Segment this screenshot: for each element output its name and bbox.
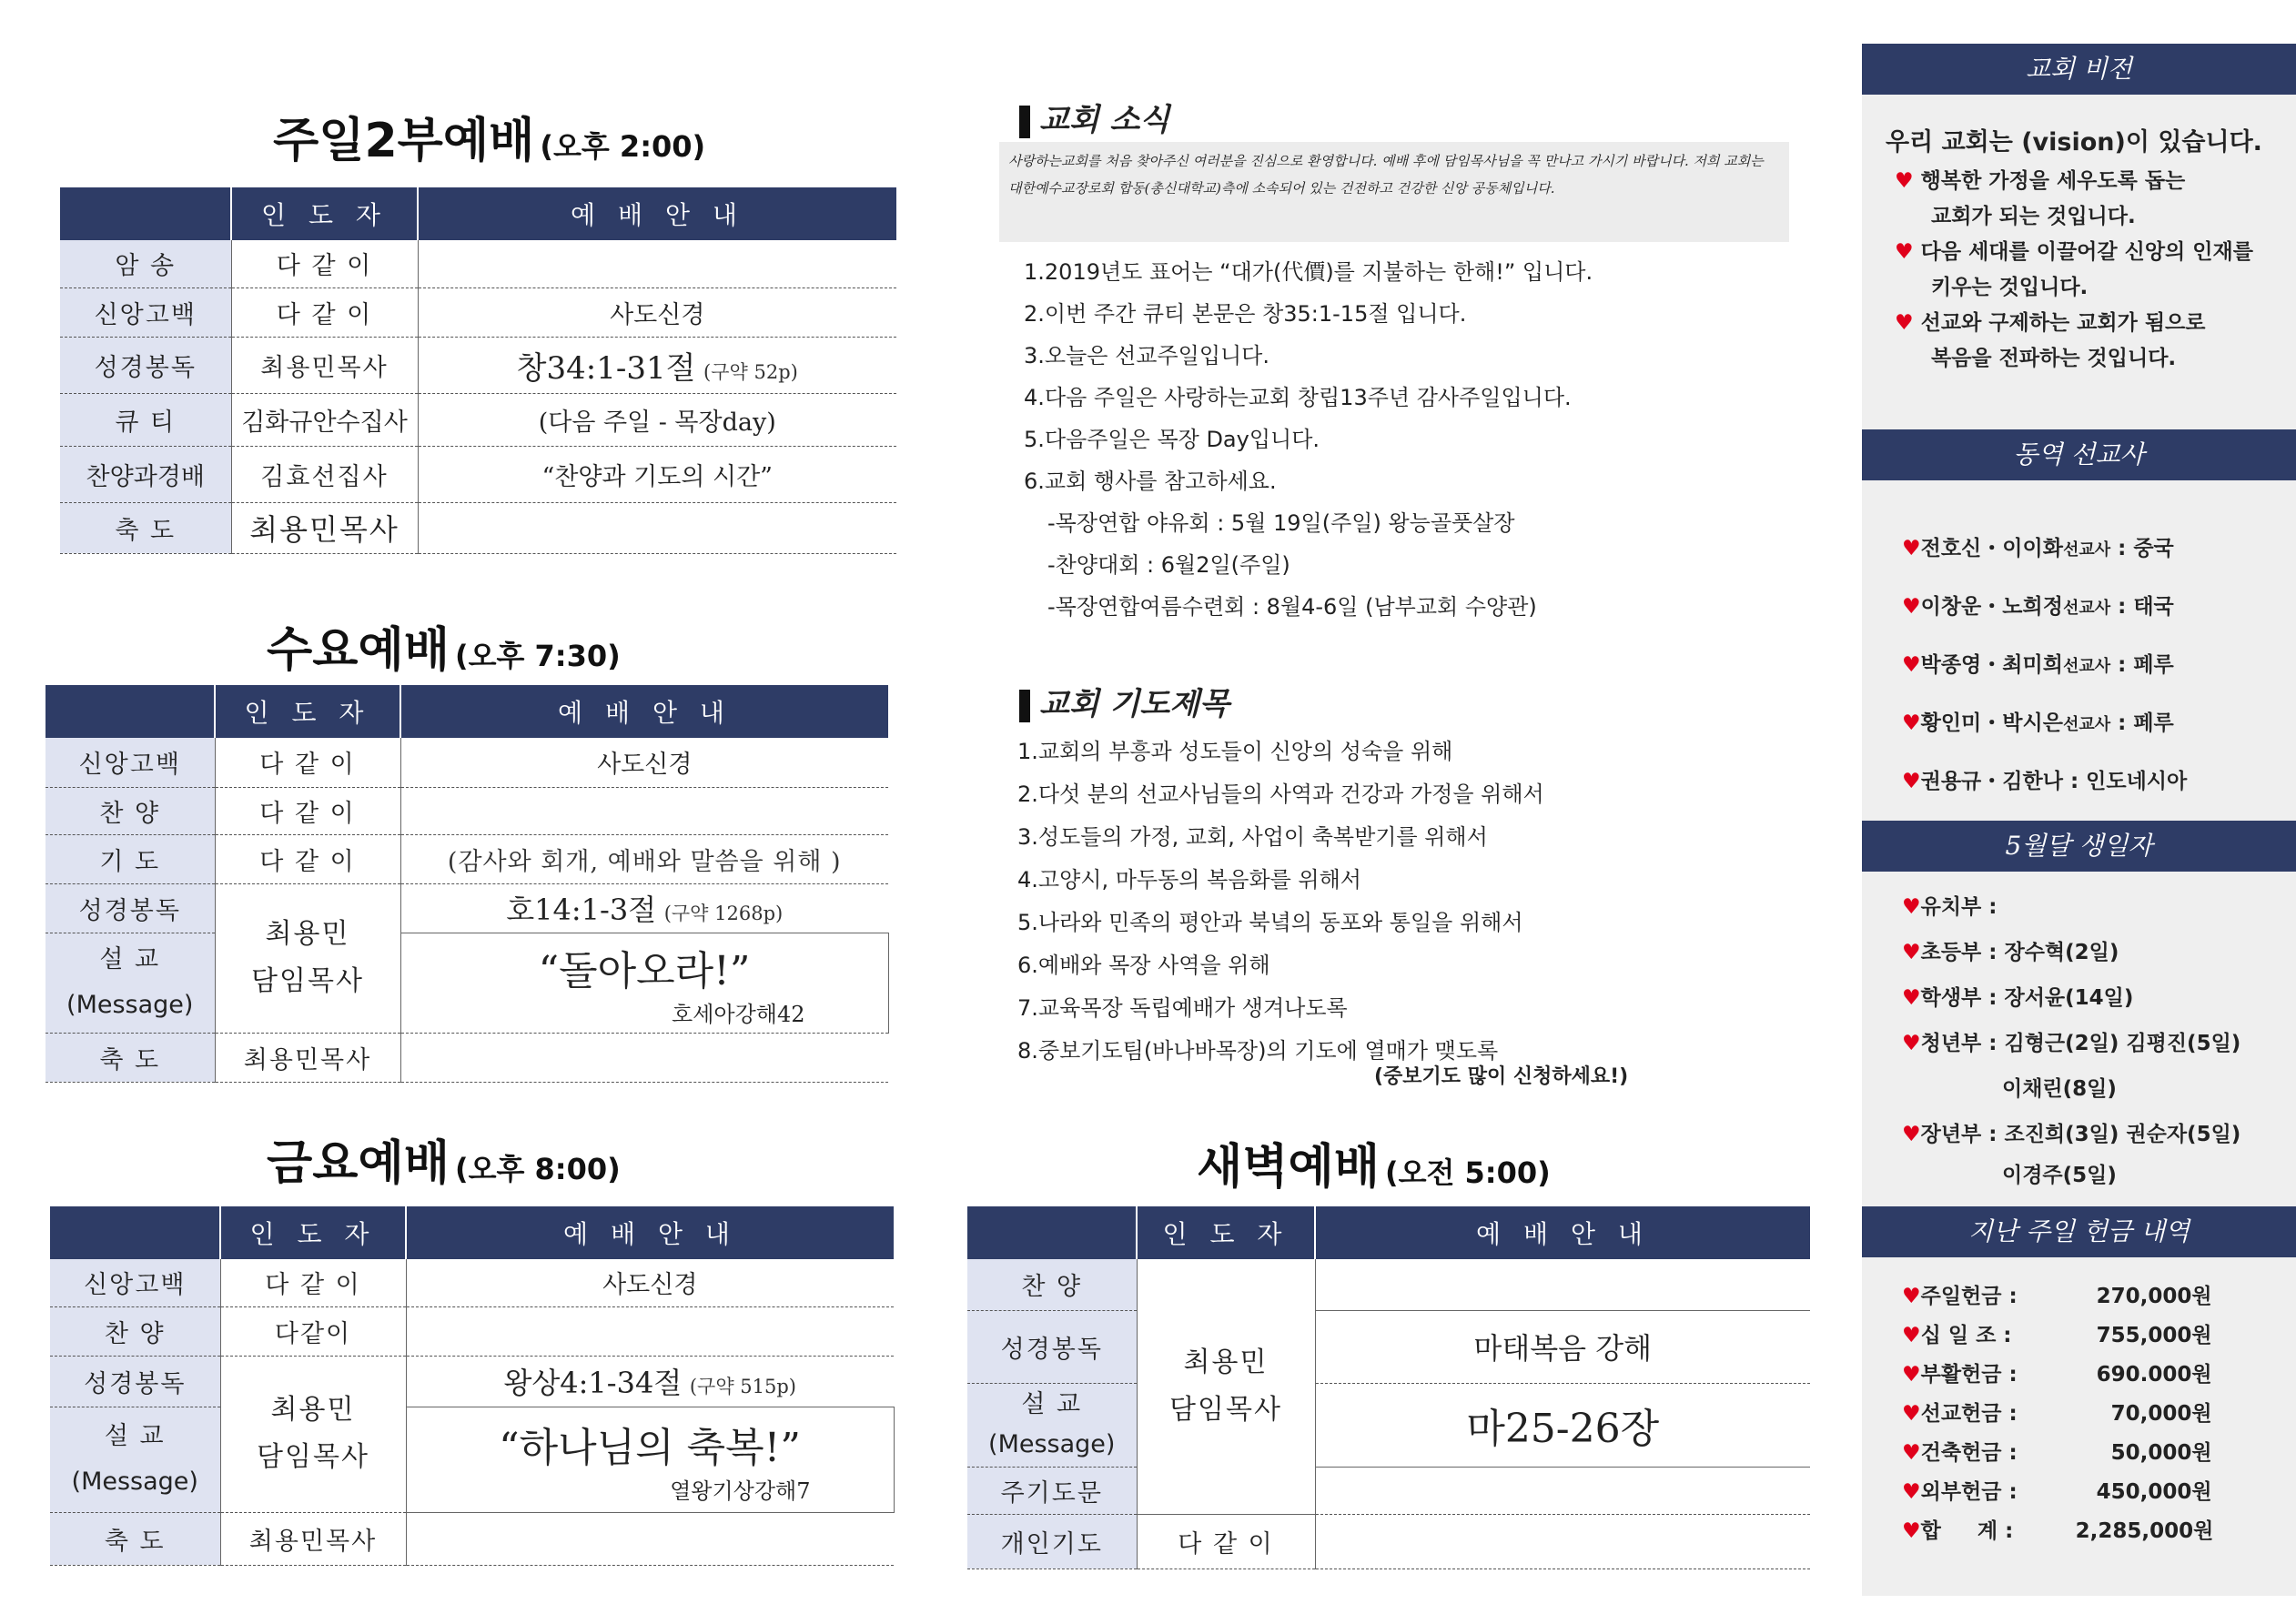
offering-label: 선교헌금 : bbox=[1920, 1402, 2018, 1426]
table-row bbox=[50, 1259, 894, 1306]
row-leader: 다 같 이 bbox=[1137, 1514, 1315, 1569]
birthday-dept: 유치부 : bbox=[1920, 895, 1998, 919]
scripture-ref: 호14:1-3절 bbox=[506, 893, 657, 927]
news-title: 교회 소식 bbox=[1039, 102, 1170, 138]
row-label: 찬양과경배 bbox=[60, 446, 231, 502]
leader-name: 최용민 bbox=[265, 918, 350, 950]
prayer-note: (중보기도 많이 신청하세요!) bbox=[1374, 1065, 1629, 1088]
heart-icon: ♥ bbox=[1902, 1123, 1921, 1146]
table-row bbox=[60, 446, 896, 502]
row-label-sub: (Message) bbox=[988, 1430, 1116, 1458]
heart-icon: ♥ bbox=[1902, 1519, 1921, 1543]
missionary-list bbox=[1902, 520, 2187, 810]
leader-title: 담임목사 bbox=[1169, 1393, 1282, 1426]
friday-service-name: 금요예배 bbox=[267, 1136, 450, 1191]
wednesday-service-time: (오후 7:30) bbox=[454, 639, 621, 673]
table-row bbox=[60, 240, 896, 287]
list-item: 3.성도들의 가정, 교회, 사업이 축복받기를 위해서 bbox=[1017, 824, 1488, 850]
heart-icon: ♥ bbox=[1902, 595, 1921, 619]
heart-icon: ♥ bbox=[1902, 986, 1921, 1010]
col-leader: 인 도 자 bbox=[220, 1206, 406, 1259]
table-row bbox=[50, 1356, 894, 1407]
table-row bbox=[60, 502, 896, 553]
row-label: 성경봉독 bbox=[50, 1356, 220, 1407]
row-label: 성경봉독 bbox=[46, 883, 215, 933]
page-note: (구약 1268p) bbox=[663, 903, 784, 924]
row-leader: 최용민목사 bbox=[220, 1512, 406, 1565]
list-item: 4.다음 주일은 사랑하는교회 창립13주년 감사주일입니다. bbox=[1024, 385, 1572, 410]
missionary-country: : 페루 bbox=[2110, 653, 2174, 677]
heart-icon: ♥ bbox=[1902, 770, 1921, 793]
leader-name: 최용민 bbox=[1183, 1346, 1269, 1378]
list-item: -찬양대회 : 6월2일(주일) bbox=[1047, 552, 1290, 578]
missionary-role: 선교사 bbox=[2062, 657, 2111, 676]
row-label: 축 도 bbox=[60, 502, 231, 553]
merged-leader bbox=[220, 1356, 406, 1512]
col-guide: 예 배 안 내 bbox=[406, 1206, 894, 1259]
row-label: 신앙고백 bbox=[46, 738, 215, 787]
prayer-title: 교회 기도제목 bbox=[1039, 686, 1229, 722]
table-row bbox=[60, 393, 896, 446]
list-item: 이채린(8일) bbox=[2002, 1077, 2117, 1101]
missionary-names: 권용규・김한나 bbox=[1920, 770, 2063, 793]
heart-icon: ♥ bbox=[1902, 1441, 1921, 1465]
col-leader: 인 도 자 bbox=[1137, 1206, 1315, 1259]
row-label: 축 도 bbox=[46, 1033, 215, 1082]
row-label: 찬 양 bbox=[50, 1306, 220, 1356]
list-item bbox=[1902, 975, 2240, 1021]
row-leader: 최용민목사 bbox=[215, 1033, 400, 1082]
list-item bbox=[1895, 235, 2253, 270]
birthday-dept: 초등부 bbox=[1920, 941, 1982, 964]
missionary-names: 이창운・노희정 bbox=[1920, 595, 2063, 619]
heart-icon: ♥ bbox=[1895, 311, 1914, 335]
row-label: 성경봉독 bbox=[60, 337, 231, 393]
offering-amount: 50,000원 bbox=[2110, 1441, 2212, 1465]
list-item bbox=[1902, 884, 2240, 930]
sunday-service-table bbox=[60, 187, 896, 554]
row-leader: 김화규안수집사 bbox=[231, 393, 418, 446]
row-content bbox=[1315, 1514, 1810, 1569]
scripture-ref: 왕상4:1-34절 bbox=[503, 1366, 683, 1400]
row-label: 기 도 bbox=[46, 834, 215, 883]
wednesday-service-table bbox=[46, 685, 889, 1083]
missionary-country: : 중국 bbox=[2110, 537, 2174, 560]
row-label-main: 설 교 bbox=[99, 945, 161, 973]
table-row bbox=[967, 1310, 1810, 1383]
table-row bbox=[46, 738, 888, 787]
list-item bbox=[1902, 579, 2187, 637]
row-label: 주기도문 bbox=[967, 1467, 1137, 1514]
birthday-dept: 장년부 bbox=[1920, 1123, 1982, 1146]
heart-icon: ♥ bbox=[1902, 895, 1921, 919]
list-item bbox=[1902, 1434, 2212, 1473]
birthday-dept: 청년부 bbox=[1920, 1032, 1982, 1055]
sermon-series: 열왕기상강해7 bbox=[670, 1478, 811, 1504]
row-label-main: 설 교 bbox=[104, 1422, 166, 1450]
list-item: 7.교육목장 독립예배가 생겨나도록 bbox=[1017, 995, 1348, 1021]
col-guide: 예 배 안 내 bbox=[418, 187, 896, 240]
list-item: 2.다섯 분의 선교사님들의 사역과 건강과 가정을 위해서 bbox=[1017, 782, 1544, 807]
col-leader: 인 도 자 bbox=[215, 685, 400, 738]
vision-text: 다음 세대를 이끌어갈 신앙의 인재를 bbox=[1920, 240, 2253, 264]
list-item bbox=[1902, 1395, 2212, 1434]
heart-icon: ♥ bbox=[1902, 1480, 1921, 1504]
row-leader: 김효선집사 bbox=[231, 446, 418, 502]
list-item bbox=[1902, 520, 2187, 579]
offering-amount: 70,000원 bbox=[2110, 1402, 2212, 1426]
friday-service-time: (오후 8:00) bbox=[454, 1152, 621, 1186]
list-item bbox=[1902, 695, 2187, 753]
missionary-country: : 태국 bbox=[2110, 595, 2174, 619]
offering-label: 건축헌금 : bbox=[1920, 1441, 2018, 1465]
row-label: 개인기도 bbox=[967, 1514, 1137, 1569]
row-content bbox=[418, 502, 896, 553]
heart-icon: ♥ bbox=[1902, 1285, 1921, 1308]
row-label bbox=[46, 933, 215, 1033]
list-item bbox=[1902, 753, 2187, 810]
wednesday-service-title bbox=[267, 611, 621, 680]
row-content: 사도신경 bbox=[406, 1259, 894, 1306]
row-content bbox=[406, 1306, 894, 1356]
news-list bbox=[1024, 251, 1593, 628]
vision-list bbox=[1895, 164, 2253, 377]
offering-label: 부활헌금 : bbox=[1920, 1363, 2018, 1387]
heading-bar bbox=[1019, 106, 1030, 138]
list-item bbox=[1902, 1473, 2212, 1512]
scripture-ref: 창34:1-31절 bbox=[516, 349, 696, 387]
prayer-list bbox=[1017, 731, 1544, 1073]
row-content bbox=[1315, 1259, 1810, 1310]
heart-icon: ♥ bbox=[1902, 941, 1921, 964]
list-item: 6.교회 행사를 참고하세요. bbox=[1024, 469, 1277, 494]
missionary-names: 전호신・이이화 bbox=[1920, 537, 2063, 560]
leader-title: 담임목사 bbox=[257, 1441, 369, 1473]
table-row bbox=[50, 1306, 894, 1356]
list-item bbox=[1902, 1356, 2212, 1395]
row-content: 사도신경 bbox=[400, 738, 888, 787]
row-leader: 다 같 이 bbox=[231, 240, 418, 287]
offering-label: 주일헌금 : bbox=[1920, 1285, 2018, 1308]
dawn-service-time: (오전 5:00) bbox=[1384, 1155, 1551, 1190]
row-leader: 최용민목사 bbox=[231, 337, 418, 393]
birthday-names: : 장서윤(14일) bbox=[1981, 986, 2134, 1010]
missionary-role: 선교사 bbox=[2062, 599, 2111, 618]
heart-icon: ♥ bbox=[1902, 1363, 1921, 1387]
missionary-names: 황인미・박시은 bbox=[1920, 711, 2063, 735]
heading-bar bbox=[1019, 690, 1030, 722]
row-content bbox=[418, 337, 896, 393]
missionary-header: 동역 선교사 bbox=[1862, 429, 2296, 480]
row-content: 사도신경 bbox=[418, 287, 896, 337]
row-content bbox=[1315, 1467, 1810, 1514]
col-guide: 예 배 안 내 bbox=[1315, 1206, 1810, 1259]
list-item: 복음을 전파하는 것입니다. bbox=[1931, 347, 2177, 370]
heart-icon: ♥ bbox=[1902, 1032, 1921, 1055]
list-item: 이경주(5일) bbox=[2002, 1164, 2117, 1187]
vision-text: 행복한 가정을 세우도록 돕는 bbox=[1920, 169, 2186, 193]
heart-icon: ♥ bbox=[1902, 1402, 1921, 1426]
list-item bbox=[1902, 1021, 2240, 1066]
list-item: 8.중보기도팀(바나바목장)의 기도에 열매가 맺도록 bbox=[1017, 1038, 1499, 1064]
list-item: 키우는 것입니다. bbox=[1931, 276, 2089, 299]
row-content bbox=[400, 787, 888, 834]
table-row bbox=[46, 933, 888, 1033]
dawn-service-title bbox=[1197, 1128, 1551, 1196]
heart-icon: ♥ bbox=[1895, 240, 1914, 264]
leader-name: 최용민 bbox=[270, 1394, 356, 1426]
list-item: -목장연합 야유회 : 5월 19일(주일) 왕능골풋살장 bbox=[1047, 510, 1515, 536]
row-label-main: 설 교 bbox=[1021, 1390, 1083, 1418]
row-leader: 다 같 이 bbox=[220, 1259, 406, 1306]
row-content bbox=[406, 1356, 894, 1407]
row-content bbox=[418, 240, 896, 287]
wednesday-service-name: 수요예배 bbox=[267, 623, 450, 678]
sermon-series: 호세아강해42 bbox=[672, 1001, 805, 1027]
row-label: 축 도 bbox=[50, 1512, 220, 1565]
row-content bbox=[400, 1033, 888, 1082]
birthday-list bbox=[1902, 884, 2240, 1194]
friday-service-table bbox=[50, 1206, 895, 1566]
leader-title: 담임목사 bbox=[251, 965, 364, 997]
list-item: -목장연합여름수련회 : 8월4-6일 (남부교회 수양관) bbox=[1047, 594, 1537, 620]
merged-leader bbox=[1137, 1259, 1315, 1514]
list-item bbox=[1902, 930, 2240, 975]
row-label: 찬 양 bbox=[967, 1259, 1137, 1310]
row-content bbox=[406, 1407, 894, 1512]
col-leader: 인 도 자 bbox=[231, 187, 418, 240]
offering-amount: 450,000원 bbox=[2096, 1480, 2212, 1504]
friday-service-title bbox=[267, 1125, 621, 1193]
table-row bbox=[50, 1407, 894, 1512]
row-label: 암 송 bbox=[60, 240, 231, 287]
row-content: 마태복음 강해 bbox=[1315, 1310, 1810, 1383]
birthday-names: : 장수혁(2일) bbox=[1981, 941, 2119, 964]
missionary-country: : 페루 bbox=[2110, 711, 2174, 735]
offering-list bbox=[1902, 1277, 2212, 1551]
table-row bbox=[46, 834, 888, 883]
row-leader: 다 같 이 bbox=[215, 834, 400, 883]
row-label: 큐 티 bbox=[60, 393, 231, 446]
birthday-names: : 김형근(2일) 김평진(5일) bbox=[1981, 1032, 2241, 1055]
missionary-role: 선교사 bbox=[2062, 715, 2111, 734]
list-item: 교회가 되는 것입니다. bbox=[1931, 205, 2136, 228]
offering-amount: 2,285,000원 bbox=[2075, 1519, 2214, 1543]
offering-amount: 755,000원 bbox=[2096, 1324, 2212, 1347]
table-row bbox=[46, 1033, 888, 1082]
missionary-role: 선교사 bbox=[2062, 540, 2111, 560]
row-content: (감사와 회개, 예배와 말씀을 위해 ) bbox=[400, 834, 888, 883]
list-item bbox=[1902, 1277, 2212, 1316]
row-content bbox=[406, 1512, 894, 1565]
row-leader: 최용민목사 bbox=[231, 502, 418, 553]
col-blank bbox=[60, 187, 231, 240]
news-heading bbox=[1019, 95, 1169, 139]
list-item: 1.2019년도 표어는 “대가(代價)를 지불하는 한해!” 입니다. bbox=[1024, 259, 1593, 285]
offering-label: 외부헌금 : bbox=[1920, 1480, 2018, 1504]
list-item: 6.예배와 목장 사역을 위해 bbox=[1017, 953, 1270, 978]
sermon-title: “돌아오라!” bbox=[538, 947, 751, 994]
birthday-names: : 조진희(3일) 권순자(5일) bbox=[1981, 1123, 2241, 1146]
vision-text: 선교와 구제하는 교회가 됨으로 bbox=[1920, 311, 2206, 335]
table-row bbox=[60, 287, 896, 337]
page-note: (구약 515p) bbox=[689, 1376, 797, 1397]
heart-icon: ♥ bbox=[1902, 653, 1921, 677]
list-item bbox=[1902, 1112, 2240, 1157]
missionary-country: : 인도네시아 bbox=[2062, 770, 2188, 793]
row-label-sub: (Message) bbox=[66, 991, 194, 1019]
row-label: 신앙고백 bbox=[60, 287, 231, 337]
row-content: “찬양과 기도의 시간” bbox=[418, 446, 896, 502]
vision-lead: 우리 교회는 (vision)이 있습니다. bbox=[1886, 128, 2262, 156]
news-intro: 사랑하는교회를 처음 찾아주신 여러분을 진심으로 환영합니다. 예배 후에 담임목사님을 꼭 만나고 가시기 바랍니다. 저희 교회는 대한예수교장로회 합동(총신대학교)측에 소속되어 있는 건전하고 건강한 신앙 공동체입니다. bbox=[999, 142, 1789, 242]
col-guide: 예 배 안 내 bbox=[400, 685, 888, 738]
row-content: 마25-26장 bbox=[1315, 1383, 1810, 1467]
page-note: (구약 52p) bbox=[703, 360, 798, 383]
sunday-service-name: 주일2부예배 bbox=[273, 114, 535, 168]
col-blank bbox=[46, 685, 215, 738]
list-item: 4.고양시, 마두동의 복음화를 위해서 bbox=[1017, 867, 1361, 893]
heart-icon: ♥ bbox=[1902, 537, 1921, 560]
table-row bbox=[46, 883, 888, 933]
offering-label: 십 일 조 : bbox=[1920, 1324, 2012, 1347]
table-row bbox=[50, 1512, 894, 1565]
row-label bbox=[50, 1407, 220, 1512]
list-item bbox=[1902, 1512, 2212, 1551]
row-leader: 다 같 이 bbox=[215, 738, 400, 787]
table-row bbox=[46, 787, 888, 834]
sermon-title: “하나님의 축복!” bbox=[499, 1424, 801, 1471]
missionary-names: 박종영・최미희 bbox=[1920, 653, 2063, 677]
list-item bbox=[1895, 306, 2253, 341]
dawn-service-table bbox=[967, 1206, 1810, 1569]
row-content bbox=[400, 883, 888, 933]
heart-icon: ♥ bbox=[1902, 1324, 1921, 1347]
table-row bbox=[967, 1383, 1810, 1467]
list-item: 5.나라와 민족의 평안과 북녘의 동포와 통일을 위해서 bbox=[1017, 910, 1523, 935]
row-leader: 다 같 이 bbox=[215, 787, 400, 834]
col-blank bbox=[50, 1206, 220, 1259]
offering-header: 지난 주일 헌금 내역 bbox=[1862, 1206, 2296, 1257]
row-content bbox=[400, 933, 888, 1033]
table-row bbox=[967, 1259, 1810, 1310]
list-item bbox=[1902, 637, 2187, 695]
dawn-service-name: 새벽예배 bbox=[1197, 1140, 1380, 1195]
table-row bbox=[967, 1514, 1810, 1569]
heart-icon: ♥ bbox=[1902, 711, 1921, 735]
offering-amount: 690.000원 bbox=[2096, 1363, 2212, 1387]
sunday-service-time: (오후 2:00) bbox=[540, 129, 706, 164]
list-item: 2.이번 주간 큐티 본문은 창35:1-15절 입니다. bbox=[1024, 301, 1467, 327]
heart-icon: ♥ bbox=[1895, 169, 1914, 193]
list-item bbox=[1895, 164, 2253, 199]
sunday-service-title bbox=[273, 102, 705, 170]
row-leader: 다같이 bbox=[220, 1306, 406, 1356]
offering-label: 합 계 : bbox=[1920, 1519, 2014, 1543]
list-item: 5.다음주일은 목장 Day입니다. bbox=[1024, 427, 1320, 452]
row-label: 찬 양 bbox=[46, 787, 215, 834]
row-label bbox=[967, 1383, 1137, 1467]
row-label-sub: (Message) bbox=[71, 1468, 198, 1496]
list-item bbox=[1902, 1316, 2212, 1356]
list-item: 1.교회의 부흥과 성도들이 신앙의 성숙을 위해 bbox=[1017, 739, 1453, 764]
list-item: 3.오늘은 선교주일입니다. bbox=[1024, 343, 1269, 368]
col-blank bbox=[967, 1206, 1137, 1259]
row-content: (다음 주일 - 목장day) bbox=[418, 393, 896, 446]
prayer-heading bbox=[1019, 679, 1229, 723]
vision-header: 교회 비전 bbox=[1862, 44, 2296, 95]
table-row bbox=[967, 1467, 1810, 1514]
row-leader: 다 같 이 bbox=[231, 287, 418, 337]
row-label: 신앙고백 bbox=[50, 1259, 220, 1306]
birthday-header: 5월달 생일자 bbox=[1862, 821, 2296, 872]
table-row bbox=[60, 337, 896, 393]
row-label: 성경봉독 bbox=[967, 1310, 1137, 1383]
merged-leader bbox=[215, 883, 400, 1033]
offering-amount: 270,000원 bbox=[2096, 1285, 2212, 1308]
birthday-dept: 학생부 bbox=[1920, 986, 1982, 1010]
